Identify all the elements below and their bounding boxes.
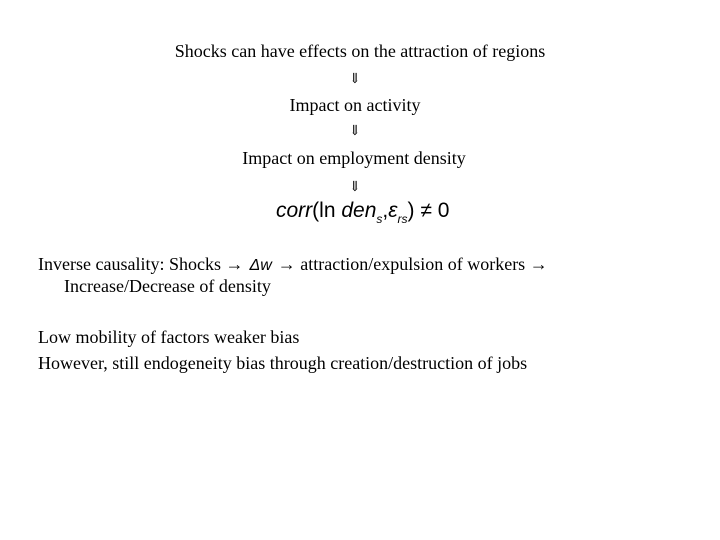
formula-paren-close: ) — [407, 199, 415, 222]
formula-zero: 0 — [437, 199, 450, 222]
formula-comma: , — [382, 199, 389, 222]
formula-eps-sub: rs — [397, 212, 408, 226]
down-double-arrow-icon: ⇓ — [349, 180, 361, 195]
down-double-arrow-icon: ⇓ — [349, 124, 361, 139]
down-double-arrow-icon: ⇓ — [349, 72, 361, 87]
low-mobility-note: Low mobility of factors weaker bias — [38, 327, 300, 347]
formula-ln: ln — [319, 199, 336, 222]
formula-den-sub: s — [376, 212, 383, 226]
inverse-causality-line — [38, 253, 548, 277]
line-attraction-of-regions: Shocks can have effects on the attraction of regions — [174, 41, 546, 61]
formula-eps: ε — [388, 199, 398, 222]
inverse-causality-prefix: Inverse causality: Shocks → — [38, 254, 244, 274]
line-impact-on-activity: Impact on activity — [289, 95, 421, 115]
endogeneity-note: However, still endogeneity bias through creation/destruction of jobs — [38, 353, 528, 373]
inverse-causality-suffix: → attraction/expulsion of workers → — [277, 254, 548, 274]
line-impact-on-employment-density: Impact on employment density — [242, 148, 466, 168]
correlation-formula — [276, 199, 476, 233]
formula-den: den — [341, 199, 377, 222]
delta-w: Δw — [249, 257, 272, 274]
formula-neq: ≠ — [420, 199, 432, 222]
formula-paren-open: ( — [312, 199, 320, 222]
increase-decrease-density: Increase/Decrease of density — [64, 276, 271, 296]
formula-func: corr — [276, 199, 313, 222]
